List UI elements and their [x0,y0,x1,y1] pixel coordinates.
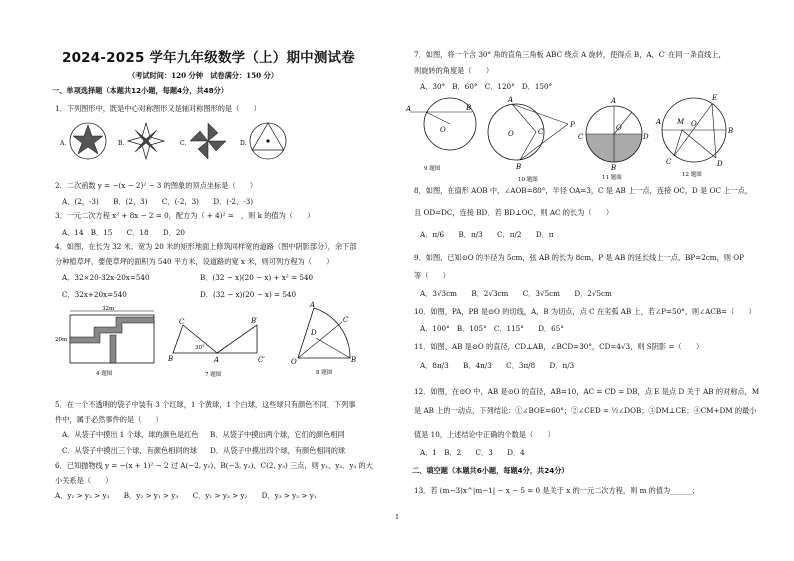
fig7-label-angle: 30° [195,345,205,351]
question-7-line-1: 7．如图，将一个含 30° 角的直角三角板 ABC 绕点 A 旋转，使得点 B，A，C′ 在同一条直线上， [414,50,726,59]
question-13: 13．若 (m−3)x^|m−1| − x − 5 = 0 是关于 x 的一元二次方程，则 m 的值为______； [414,486,699,495]
question-4-option-c: C．32x+20x=540 [62,290,127,299]
fig12-label-o: O [691,120,697,128]
question-12-line-3: 值是 10，上述结论中正确的个数是（ ） [414,430,555,439]
page-title: 2024-2025 学年九年级数学（上）期中测试卷 [62,50,355,66]
question-2-options: A．(2，-3) B．(2，3) C．(-2，3) D．(-2，-3) [62,197,254,206]
fig4-caption: 4 题图 [96,371,113,377]
section-heading-fill-blank: 二、填空题（本题共6小题，每题4分，共24分） [412,466,569,475]
question-5-option-a: A．从袋子中摸出 1 个球，球的颜色是红色 [62,430,199,439]
question-9-line-1: 9．如图，已知⊙O 的半径为 5cm，弦 AB 的长为 8cm，P 是 AB 的延长线上一点，BP=2cm，则 OP [414,253,745,262]
fig12-caption: 12 题图 [682,172,702,178]
fig8-caption: 8 题图 [316,370,333,376]
fig10-label-b: B [516,163,522,171]
question-9-options: A．3√3cm B．2√3cm C．3√5cm D．2√5cm [420,289,612,298]
q1-option-b-label: B. [118,140,125,147]
fig4-height-label: 20m [55,337,68,343]
q1-option-d-label: D. [240,140,247,147]
pinwheel-icon [190,123,226,159]
question-10-options: A．100° B．105° C．115° D．65° [420,324,564,333]
q1-option-a-label: A. [60,140,67,147]
question-11-options: A．8π/3 B．4π/3 C．3π/8 D．π/3 [420,361,575,370]
question-8-line-1: 8．如图，在扇形 AOB 中，∠AOB=80°，半径 OA=3，C 是 AB 上一点，连接 OC，D 是 OC 上一点， [414,186,753,195]
question-9-line-2: 等（ ） [414,271,450,280]
section-heading-choice: 一、单项选择题（本题共12小题，每题4分，共48分） [52,86,228,95]
fig4-width-label: 32m [102,306,115,312]
question-2: 2．二次函数 y = −(x − 2)² − 3 的图象的顶点坐标是（ ） [55,181,258,190]
exam-info: （考试时间：120 分钟 试卷满分：150 分） [128,71,279,80]
fig8-label-d: D [311,329,317,337]
question-5-option-b: B．从袋子中摸出两个球，它们的颜色相同 [210,430,345,439]
fig8-label-o: O [291,358,297,366]
fig10-caption: 10 题图 [518,177,538,183]
question-8-options: A．π/6 B．π/3 C．π/2 D．π [420,230,554,239]
question-12-line-1: 12．如图，在⊙O 中，AB 是⊙O 的直径，AB=10，AC = CD = DB，点 E 是点 D 关于 AB 的对称点，M [414,387,760,396]
fig11-label-o: O [616,124,622,132]
star-in-circle-icon [70,123,106,159]
question-8-line-2: 且 OD=DC，连接 BD．若 BD⊥OC，则 AC 的长为（ ） [414,208,614,217]
question-4-line-1: 4．如图，在长为 32 米、宽为 20 米的矩形地面上修筑同样宽的道路（图中阴影部分），余下部 [55,242,357,251]
fig11-label-a: A [611,97,617,105]
question-4-option-b: B．(32 − x)(20 − x) + x² = 540 [200,273,314,282]
question-6-line-1: 6．已知抛物线 y = −(x + 1)² − 2 过 A(−2, y₁)、B(−3, y₂)、C(2, y₃) 三点，则 y₁、y₂、y₃ 的大 [55,461,373,470]
question-7-options: A．30° B．60° C．120° D．150° [420,82,553,91]
figure-4-road-rectangle [54,305,164,377]
fig11-label-c: C [578,133,584,141]
question-4-line-2: 分种植草坪，要使草坪的面积为 540 平方米，设道路的宽 x 米，则可列方程为（ ） [55,257,334,266]
figure-12-circle-diameter [656,84,736,180]
triangle-in-circle-icon [250,123,286,159]
q1-option-figures [60,119,300,163]
question-6-options: A．y₁ > y₂ > y₃ B．y₂ > y₁ > y₃ C．y₁ > y₃ > y₂ D．y₃ > y₂ > y₁ [55,491,317,500]
question-4-option-d: D．(32 − x)(20 − x) = 540 [200,290,297,299]
fig12-label-b: B [728,127,734,135]
fig7-caption: 7 题图 [205,372,222,378]
fig9-label-b: B [466,104,472,112]
fig12-label-a: A [656,118,662,126]
question-6-line-2: 小关系是（ ） [55,476,113,485]
fig7-label-c: C [179,318,185,326]
fig12-label-d: D [717,160,723,168]
question-10: 10．如图，PA，PB 是⊙O 的切线，A，B 为切点，点 C 在劣弧 AB 上，若∠P=50°，则∠ACB=（ ） [414,307,756,316]
fig10-label-a: A [508,96,514,104]
q1-option-c-label: C. [180,140,187,147]
question-5-option-c: C．从袋子中摸出三个球，有颜色相同的球 [62,446,197,455]
fig10-label-c: C [538,128,544,136]
fig9-label-a: A [406,105,412,113]
fig7-label-a: A [214,356,220,364]
fig7-label-b-prime: B′ [251,317,258,325]
question-5-option-d: D．从袋子中摸出四个球，有颜色相同的球 [210,446,346,455]
fig9-caption: 9 题图 [424,166,441,172]
question-5-line-2: 件中，属于必然事件的是（ ） [55,415,163,424]
fig8-label-b: B [351,356,357,364]
fig8-label-c: C [343,316,349,324]
figure-9-circle-chord [404,92,494,172]
fig7-label-c-prime: C′ [258,356,265,364]
fig11-label-b: B [611,164,617,172]
page-number: 1 [395,513,400,521]
figure-8-sector [286,300,366,380]
fig12-label-c: C [666,158,672,166]
figure-7-rotated-triangle [165,313,275,379]
question-5-line-1: 5．在一个不透明的袋子中装有 3 个红球，1 个黄球，1 个白球，这些球只有颜色不同．下列事 [55,400,356,409]
figure-11-shaded-circle [578,90,648,182]
question-3-options: A．14 B．15 C．18 D．20 [62,228,186,237]
question-4-option-a: A．32×20-32x-20x=540 [62,273,150,282]
figure-10-tangents [482,94,578,183]
question-11: 11．如图，AB 是⊙O 的直径，CD⊥AB，∠BCD=30°，CD=4√3，则 S阴影 =（ ） [414,342,704,351]
question-1: 1．下列图形中，既是中心对称图形又是轴对称图形的是（ ） [55,104,261,113]
question-7-line-2: 则旋转的角度是（ ） [414,66,494,75]
fig10-label-o: O [508,130,514,138]
question-12-options: A．1 B．2 C．3 D．4 [420,448,525,457]
eight-point-star-icon [128,123,164,159]
fig11-label-d: D [643,133,649,141]
fig12-label-e: E [712,94,718,102]
fig10-label-p: P [570,121,575,129]
fig12-label-m: M [677,118,685,126]
fig8-label-a: A [310,301,316,309]
fig7-label-b: B [168,355,174,363]
fig9-label-o: O [440,126,446,134]
question-3: 3．一元二次方程 x² + 8x − 2 = 0，配方为（ + 4)² = ，则 k 的值为（ ） [55,211,315,220]
fig11-caption: 11 题图 [602,175,622,181]
question-12-line-2: 是 AB 上的一动点，下列结论：①∠BOE=60°；②∠CED = ½∠DOB；③DM⊥CE；④CM+DM 的最小 [414,406,757,415]
